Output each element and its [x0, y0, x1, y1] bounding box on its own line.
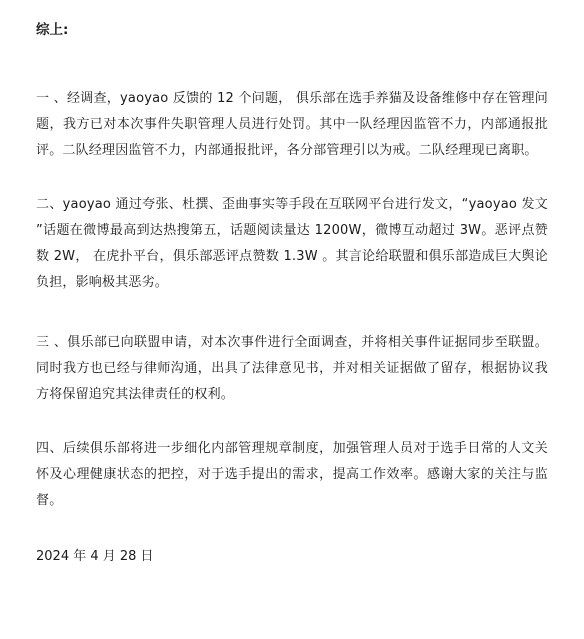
paragraph-3: 三 、俱乐部已向联盟申请，对本次事件进行全面调查，并将相关事件证据同步至联盟。同时我方也已经与律师沟通，出具了法律意见书，并对相关证据做了留存，根据协议我方将保留追究其法律责任的权利。 [36, 335, 548, 402]
paragraph-4: 四、后续俱乐部将进一步细化内部管理规章制度，加强管理人员对于选手日常的人文关怀及心理健康状态的把控，对于选手提出的需求，提高工作效率。感谢大家的关注与监督。 [36, 441, 548, 508]
paragraph-1: 一 、经调查，yaoyao 反馈的 12 个问题， 俱乐部在选手养猫及设备维修中存在管理问题，我方已对本次事件失职管理人员进行处罚。其中一队经理因监管不力，内部通报批评。二队经理因监管不力，内部通报批评，各分部管理引以为戒。二队经理现已离职。 [36, 91, 548, 158]
summary-heading: 综上: [36, 22, 69, 38]
document-date: 2024 年 4 月 28 日 [36, 549, 154, 564]
paragraph-2: 二、yaoyao 通过夸张、杜撰、歪曲事实等手段在互联网平台进行发文，“yaoyao 发文 ”话题在微博最高到达热搜第五，话题阅读量达 1200W，微博互动超过 3W。恶评点赞数 2W， 在虎扑平台，俱乐部恶评点赞数 1.3W 。其言论给联盟和俱乐部造成巨大舆论负担，影响极其恶劣。 [36, 197, 548, 290]
